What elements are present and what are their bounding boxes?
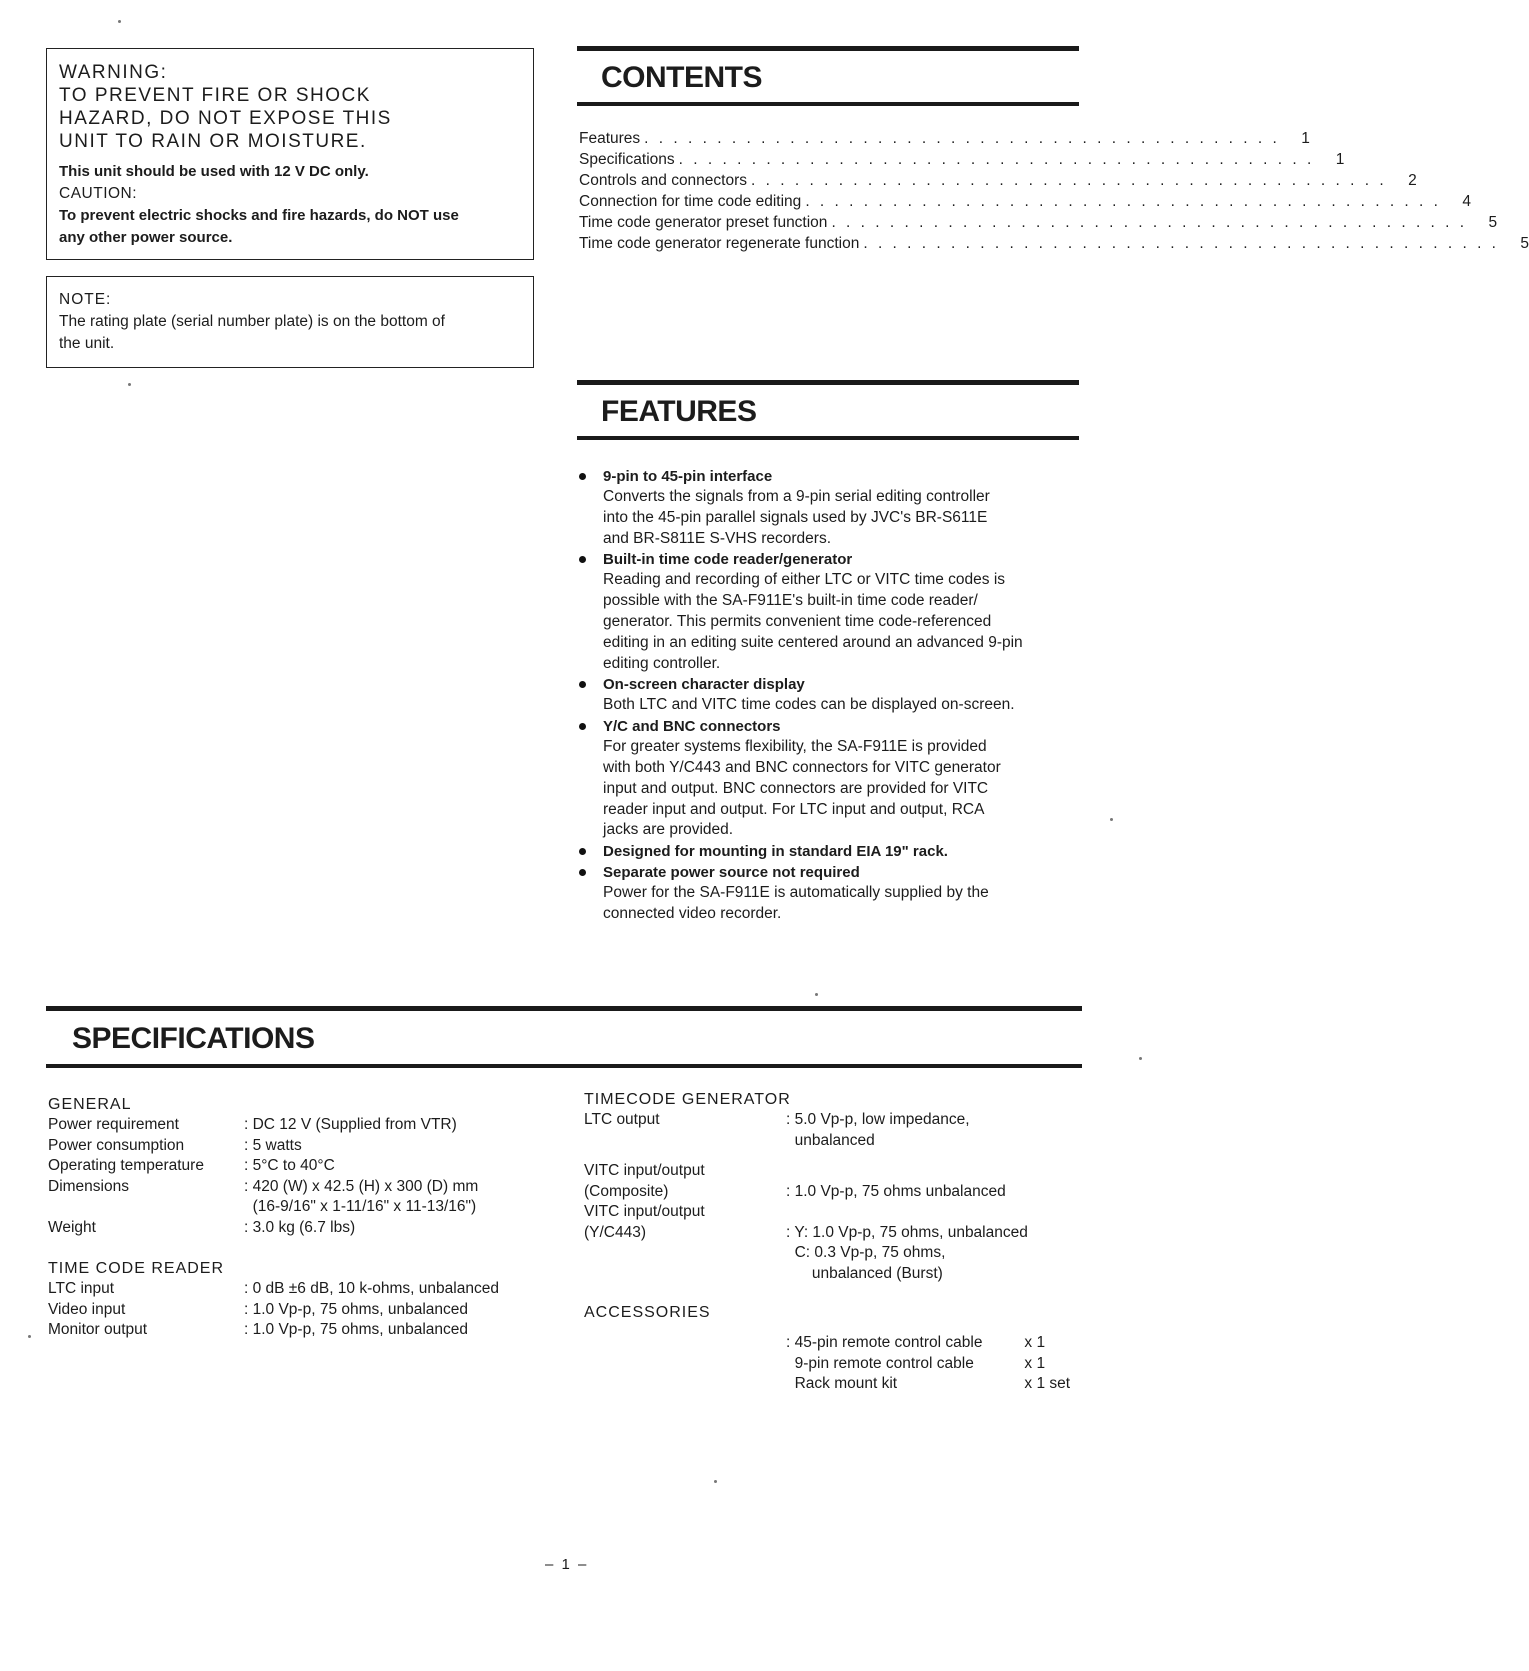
feature-line: editing in an editing suite centered around an advanced 9-pin xyxy=(603,633,1023,651)
toc-leader: . . . . . . . . . . . . . . . . . . . . . . . . . . . . . . . . . . . . . . . . . . . . xyxy=(644,130,1280,147)
toc-item[interactable] xyxy=(579,212,1498,233)
spec-value: C: 0.3 Vp-p, 75 ohms, xyxy=(786,1244,946,1261)
bullet-icon xyxy=(579,681,586,688)
feature-title: Built-in time code reader/generator xyxy=(603,551,853,569)
specifications-title: SPECIFICATIONS xyxy=(72,1022,315,1055)
spec-value: : DC 12 V (Supplied from VTR) xyxy=(244,1116,457,1133)
toc-label: Time code generator regenerate function xyxy=(579,235,860,252)
feature-item xyxy=(577,674,1081,716)
accessory-name: Rack mount kit xyxy=(786,1375,898,1392)
feature-line: and BR-S811E S-VHS recorders. xyxy=(603,529,832,547)
spec-value: : 1.0 Vp-p, 75 ohms, unbalanced xyxy=(244,1321,469,1338)
spec-label: Operating temperature xyxy=(48,1157,204,1174)
toc-item[interactable] xyxy=(579,149,1345,170)
toc-label: Controls and connectors xyxy=(579,172,748,189)
spec-label xyxy=(584,1264,786,1285)
spec-label: (Y/C443) xyxy=(584,1223,647,1241)
contents-bottom-rule xyxy=(577,102,1079,106)
spec-label xyxy=(584,1131,786,1152)
spec-row xyxy=(584,1243,1084,1264)
spec-value: unbalanced (Burst) xyxy=(786,1264,943,1282)
toc-label: Time code generator preset function xyxy=(579,214,828,231)
spec-value: : 1.0 Vp-p, 75 ohms, unbalanced xyxy=(244,1300,469,1318)
warning-box xyxy=(46,48,534,260)
toc-page: 1 xyxy=(1301,130,1310,147)
spec-label: Power consumption xyxy=(48,1136,185,1154)
toc-page: 2 xyxy=(1408,172,1417,189)
page-number: – 1 – xyxy=(545,1556,589,1573)
spec-row xyxy=(48,1320,568,1341)
spec-row xyxy=(584,1161,1084,1182)
toc-label: Specifications xyxy=(579,151,675,168)
accessory-qty: x 1 xyxy=(1024,1354,1046,1372)
spec-value: : 5°C to 40°C xyxy=(244,1157,335,1174)
spec-label: Video input xyxy=(48,1300,126,1318)
spec-label: Dimensions xyxy=(48,1177,129,1195)
scan-speck xyxy=(815,993,818,996)
note-line-1: The rating plate (serial number plate) is on the bottom of xyxy=(59,313,445,330)
spec-row xyxy=(584,1223,1084,1244)
toc-leader: . . . . . . . . . . . . . . . . . . . . . . . . . . . . . . . . . . . . . . . . . . . . xyxy=(678,151,1315,168)
scan-speck xyxy=(118,20,121,23)
dc-note: This unit should be used with 12 V DC only. xyxy=(59,163,369,180)
warning-line-1: TO PREVENT FIRE OR SHOCK xyxy=(59,85,371,106)
bullet-icon xyxy=(579,556,586,563)
spec-value: : 0 dB ±6 dB, 10 k-ohms, unbalanced xyxy=(244,1280,499,1297)
specs-right-column xyxy=(584,1089,1084,1395)
warning-line-2: HAZARD, DO NOT EXPOSE THIS xyxy=(59,108,392,129)
feature-item xyxy=(577,466,1081,549)
spec-row xyxy=(48,1156,568,1177)
spec-value: (16-9/16" x 1-11/16" x 11-13/16") xyxy=(244,1198,477,1215)
spec-value: unbalanced xyxy=(786,1131,875,1149)
warning-line-3: UNIT TO RAIN OR MOISTURE. xyxy=(59,131,367,152)
feature-item xyxy=(577,716,1081,841)
scan-speck xyxy=(714,1480,717,1483)
spec-label: VITC input/output xyxy=(584,1203,705,1220)
features-title: FEATURES xyxy=(601,395,757,428)
feature-line: Both LTC and VITC time codes can be displayed on-screen. xyxy=(603,696,1015,714)
features-list xyxy=(577,466,1081,925)
spec-label: Monitor output xyxy=(48,1321,148,1338)
accessories-list xyxy=(786,1333,1084,1395)
feature-line: possible with the SA-F911E's built-in time code reader/ xyxy=(603,592,978,610)
scan-speck xyxy=(1139,1057,1142,1060)
feature-line: into the 45-pin parallel signals used by JVC's BR-S611E xyxy=(603,508,988,526)
feature-line: generator. This permits convenient time code-referenced xyxy=(603,612,992,630)
scan-speck xyxy=(128,383,131,386)
spec-value: : 1.0 Vp-p, 75 ohms unbalanced xyxy=(786,1182,1006,1200)
toc-item[interactable] xyxy=(579,170,1417,191)
spec-label xyxy=(48,1197,244,1218)
scan-speck xyxy=(28,1335,31,1338)
feature-line: reader input and output. For LTC input and output, RCA xyxy=(603,800,985,818)
spec-row xyxy=(584,1264,1084,1285)
spec-value xyxy=(786,1161,1084,1182)
contents-title: CONTENTS xyxy=(601,61,762,94)
feature-line: connected video recorder. xyxy=(603,904,782,922)
scan-speck xyxy=(1110,818,1113,821)
spec-label xyxy=(584,1243,786,1264)
spec-row xyxy=(584,1202,1084,1223)
reader-heading: TIME CODE READER xyxy=(48,1260,225,1277)
spec-row xyxy=(584,1151,1084,1161)
contents-top-rule xyxy=(577,46,1079,51)
contents-section xyxy=(577,46,1079,106)
accessory-row xyxy=(786,1354,1084,1375)
spec-label: (Composite) xyxy=(584,1182,669,1200)
contents-list xyxy=(579,128,1529,254)
spec-row xyxy=(48,1197,568,1218)
toc-item[interactable] xyxy=(579,233,1529,254)
spec-value: : 3.0 kg (6.7 lbs) xyxy=(244,1218,356,1236)
accessory-row xyxy=(786,1333,1084,1354)
spec-row xyxy=(584,1131,1084,1152)
spec-label: VITC input/output xyxy=(584,1162,705,1179)
accessory-qty: x 1 set xyxy=(1024,1375,1071,1392)
spec-label: Power requirement xyxy=(48,1116,179,1133)
accessory-name: : 45-pin remote control cable xyxy=(786,1334,983,1351)
spec-label xyxy=(584,1151,786,1161)
spec-label: Weight xyxy=(48,1218,96,1236)
toc-item[interactable] xyxy=(579,128,1310,149)
accessory-qty: x 1 xyxy=(1024,1334,1046,1351)
feature-title: 9-pin to 45-pin interface xyxy=(603,468,773,485)
spec-row xyxy=(584,1110,1084,1131)
toc-item[interactable] xyxy=(579,191,1471,212)
bullet-icon xyxy=(579,848,586,855)
toc-leader: . . . . . . . . . . . . . . . . . . . . . . . . . . . . . . . . . . . . . . . . . . . . xyxy=(863,235,1499,252)
feature-item xyxy=(577,841,1081,862)
bullet-icon xyxy=(579,723,586,730)
warning-title: WARNING: xyxy=(59,62,168,83)
caution-title: CAUTION: xyxy=(59,185,138,202)
toc-leader: . . . . . . . . . . . . . . . . . . . . . . . . . . . . . . . . . . . . . . . . . . . . xyxy=(751,172,1387,189)
toc-page: 5 xyxy=(1520,235,1529,252)
bullet-icon xyxy=(579,473,586,480)
note-line-2: the unit. xyxy=(59,335,115,352)
spec-label: LTC input xyxy=(48,1280,115,1297)
toc-leader: . . . . . . . . . . . . . . . . . . . . . . . . . . . . . . . . . . . . . . . . . . . . xyxy=(831,214,1468,231)
spec-row xyxy=(48,1279,568,1300)
note-title: NOTE: xyxy=(59,291,112,308)
specifications-header xyxy=(46,1006,1082,1068)
spec-value: : 5.0 Vp-p, low impedance, xyxy=(786,1111,970,1128)
feature-line: input and output. BNC connectors are provided for VITC xyxy=(603,779,989,797)
spec-value: : 5 watts xyxy=(244,1136,302,1154)
note-box xyxy=(46,276,534,368)
specs-left-column xyxy=(48,1094,568,1341)
feature-line: editing controller. xyxy=(603,654,721,672)
feature-line: Converts the signals from a 9-pin serial editing controller xyxy=(603,488,990,505)
spec-value: : 420 (W) x 42.5 (H) x 300 (D) mm xyxy=(244,1177,479,1195)
feature-line: Power for the SA-F911E is automatically supplied by the xyxy=(603,884,989,902)
feature-line: For greater systems flexibility, the SA-F911E is provided xyxy=(603,738,987,756)
spec-row xyxy=(48,1136,568,1157)
spec-label: LTC output xyxy=(584,1111,660,1128)
spec-value xyxy=(786,1151,1084,1161)
general-heading: GENERAL xyxy=(48,1096,132,1113)
spec-row xyxy=(48,1218,568,1239)
feature-title: Y/C and BNC connectors xyxy=(603,718,781,736)
toc-page: 1 xyxy=(1335,151,1345,168)
spec-row xyxy=(48,1115,568,1136)
feature-title: On-screen character display xyxy=(603,676,805,694)
accessories-heading: ACCESSORIES xyxy=(584,1304,711,1321)
features-header xyxy=(577,380,1079,440)
spec-row xyxy=(584,1182,1084,1203)
generator-heading: TIMECODE GENERATOR xyxy=(584,1091,791,1108)
feature-line: jacks are provided. xyxy=(603,821,734,839)
feature-item xyxy=(577,862,1081,925)
features-bottom-rule xyxy=(577,436,1079,440)
toc-leader: . . . . . . . . . . . . . . . . . . . . . . . . . . . . . . . . . . . . . . . . . . . . xyxy=(805,193,1441,210)
toc-page: 5 xyxy=(1488,214,1498,231)
caution-line-1: To prevent electric shocks and fire hazards, do NOT use xyxy=(59,207,459,224)
feature-title: Separate power source not required xyxy=(603,864,860,882)
feature-line: Reading and recording of either LTC or VITC time codes is xyxy=(603,571,1006,589)
spec-row xyxy=(48,1300,568,1321)
features-top-rule xyxy=(577,380,1079,385)
feature-line: with both Y/C443 and BNC connectors for VITC generator xyxy=(603,758,1001,776)
feature-item xyxy=(577,549,1081,674)
specs-top-rule xyxy=(46,1006,1082,1011)
toc-page: 4 xyxy=(1462,193,1471,210)
feature-title: Designed for mounting in standard EIA 19" rack. xyxy=(603,843,948,861)
spec-row xyxy=(48,1177,568,1198)
accessory-row xyxy=(786,1374,1084,1395)
spec-value xyxy=(786,1202,1084,1223)
specs-bottom-rule xyxy=(46,1064,1082,1068)
toc-label: Features xyxy=(579,130,641,147)
toc-label: Connection for time code editing xyxy=(579,193,802,210)
caution-line-2: any other power source. xyxy=(59,229,233,246)
bullet-icon xyxy=(579,869,586,876)
accessory-name: 9-pin remote control cable xyxy=(786,1354,974,1372)
spec-value: : Y: 1.0 Vp-p, 75 ohms, unbalanced xyxy=(786,1223,1028,1241)
